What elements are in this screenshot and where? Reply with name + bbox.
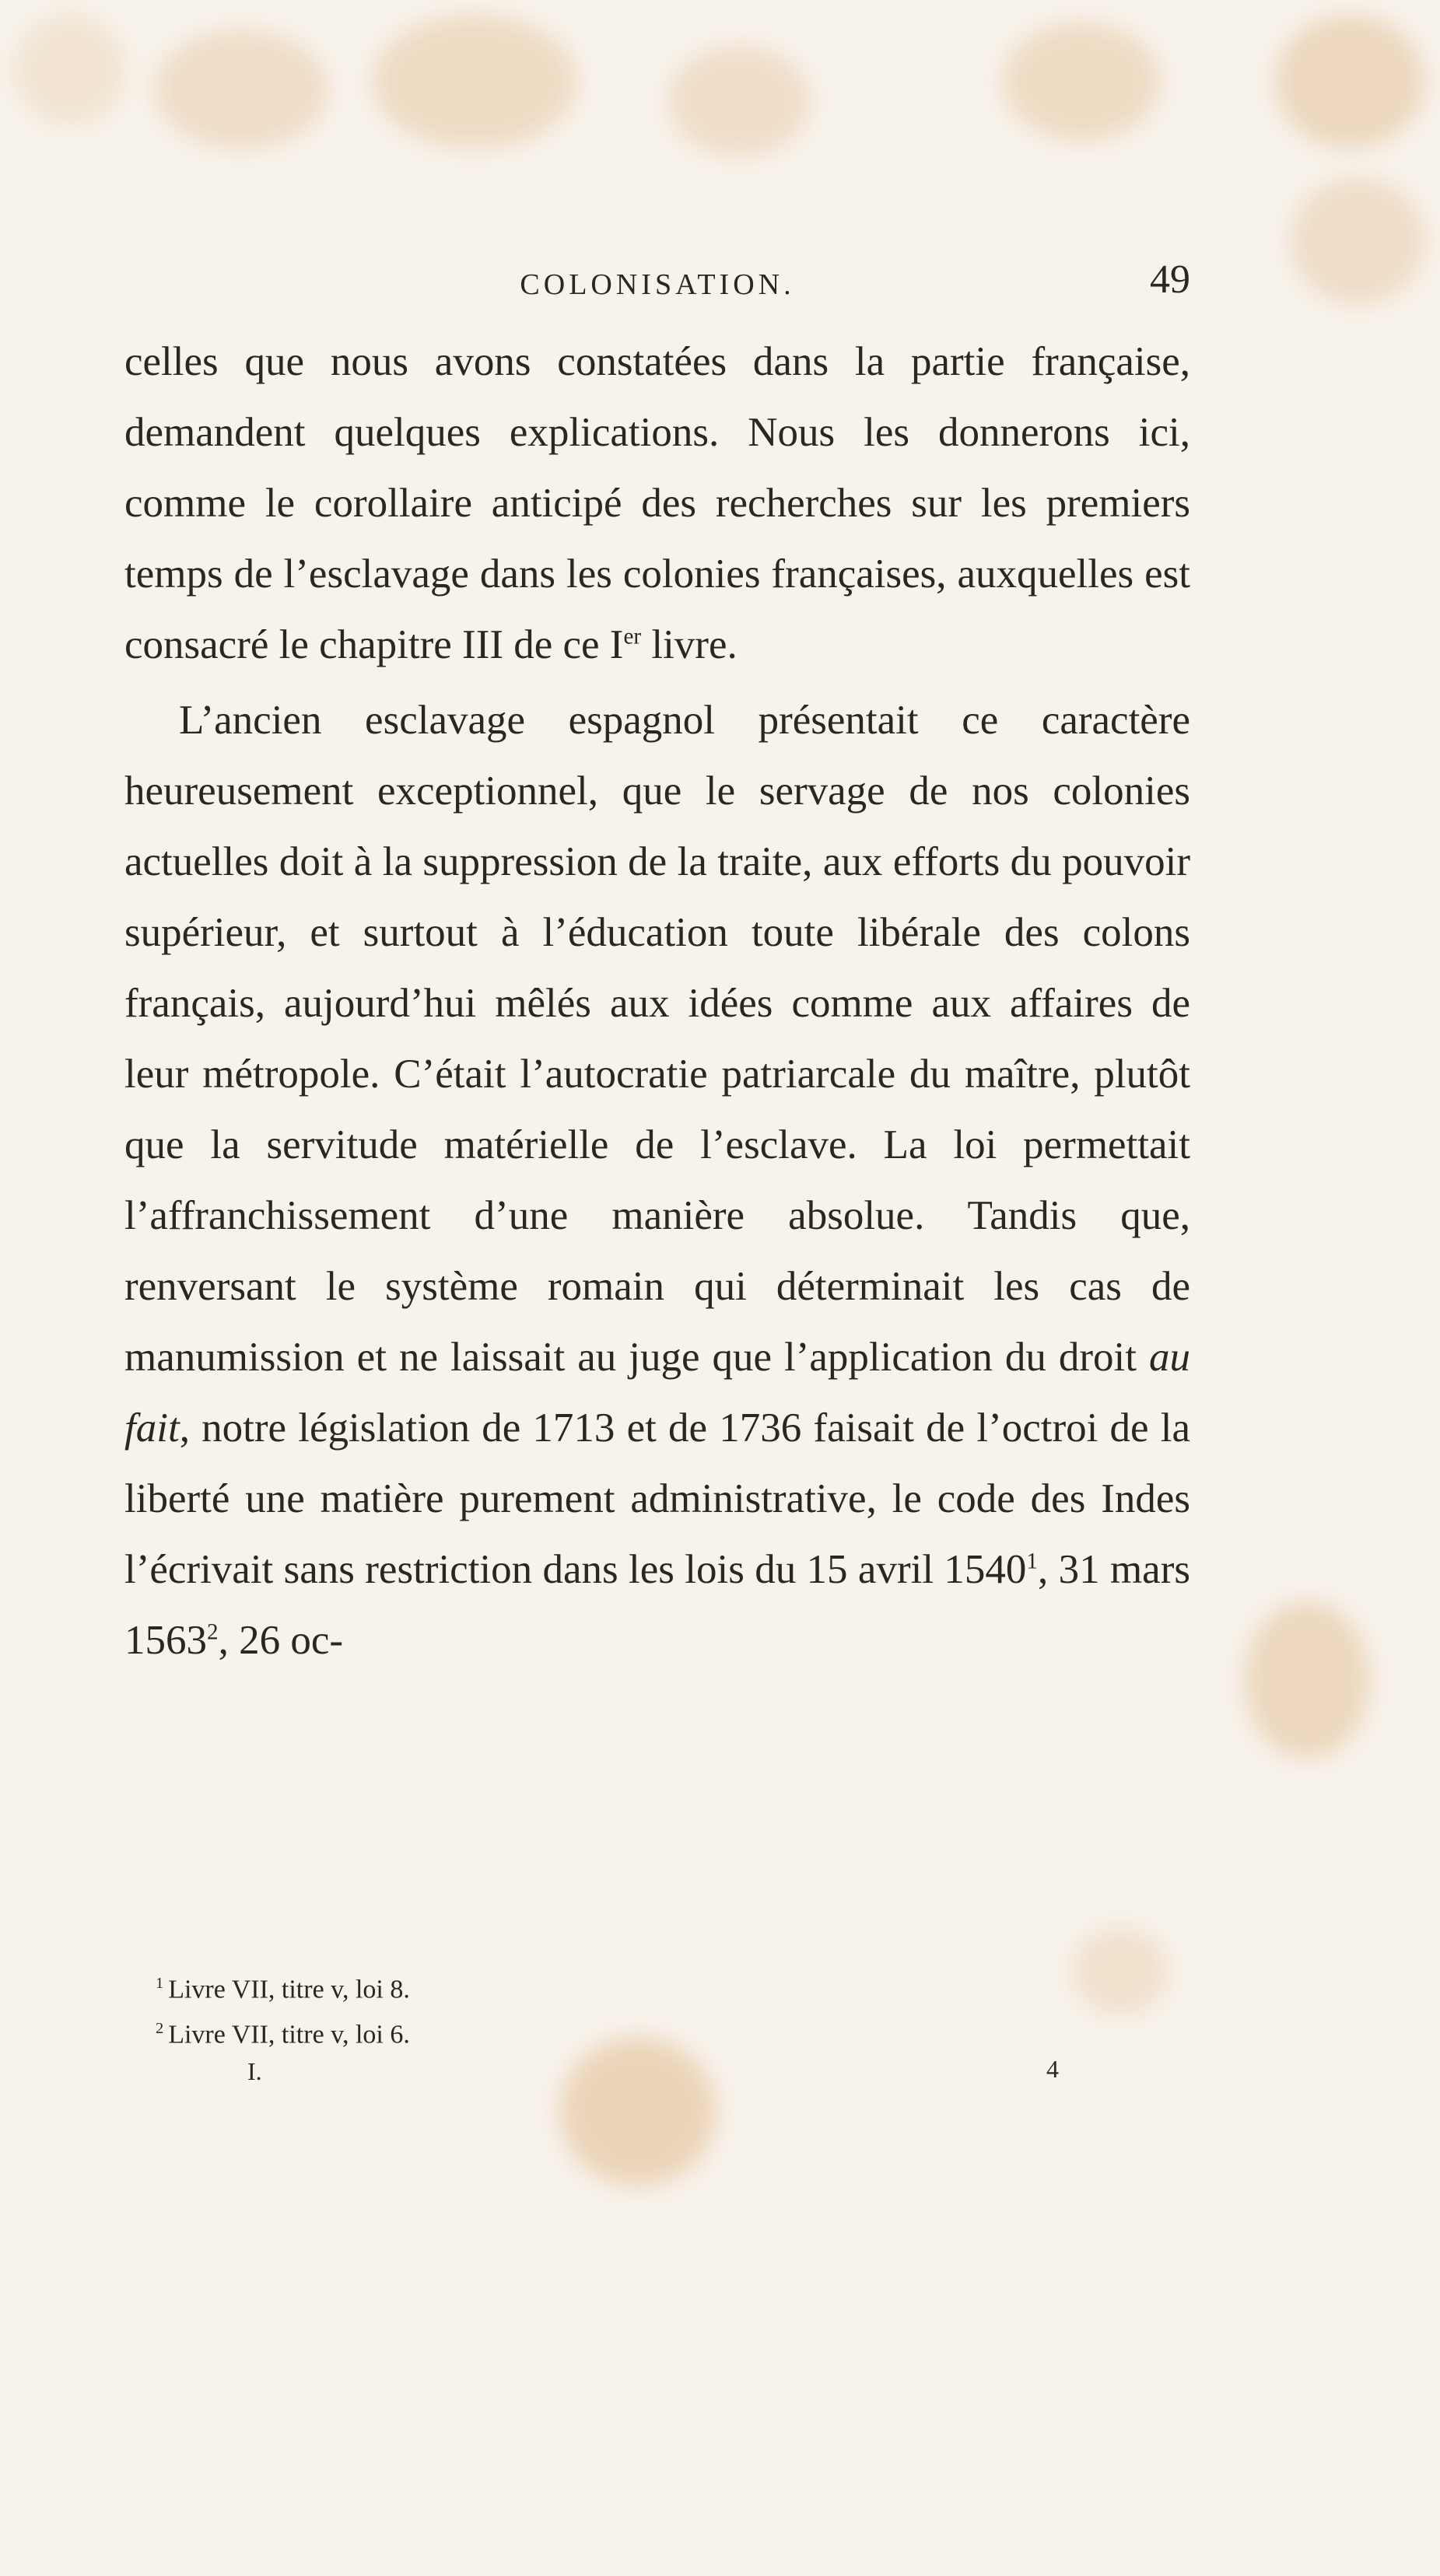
paragraph — [124, 685, 1190, 1676]
paper-stain — [373, 16, 576, 148]
footnote — [156, 1964, 1089, 2009]
paper-stain — [1004, 23, 1159, 140]
paper-stain — [560, 2038, 716, 2186]
footnote-text: Livre VII, titre v, loi 8. — [168, 1975, 410, 2004]
paragraph-text: celles que nous avons constatées dans la partie française, demandent quelques explications. Nous les donnerons ici, comme le corollaire anticipé des recherches sur les premiers temps de l’esclavage dans les colonies françaises, auxquelles est consacré le chapitre III de ce I — [124, 339, 1190, 667]
footnote-mark: 1 — [156, 1975, 164, 1992]
running-head — [124, 257, 1190, 311]
paper-stain — [1276, 16, 1424, 148]
italic-phrase: au fait — [124, 1335, 1190, 1451]
signature-mark: I. — [247, 2057, 262, 2085]
paper-stain — [1291, 179, 1424, 303]
paragraph-text: livre. — [641, 622, 738, 667]
signature-number: 4 — [1046, 2055, 1059, 2083]
paragraph-text: , notre législation de 1713 et de 1736 faisait de l’octroi de la liberté une matière purement administrative, le code des Indes l’écrivait sans restriction dans les lois du 15 avril 1540 — [124, 1405, 1190, 1592]
paper-stain — [16, 16, 124, 124]
paper-stain — [1245, 1602, 1369, 1758]
paragraph-text: , 26 oc- — [218, 1618, 344, 1663]
footnotes — [156, 1964, 1089, 2055]
footnote-ref: 1 — [1026, 1549, 1038, 1574]
paper-stain — [156, 31, 327, 148]
running-title: COLONISATION. — [520, 268, 795, 301]
paragraph-text: , 31 mars 1563 — [124, 1547, 1190, 1663]
paragraph — [124, 327, 1190, 681]
footnote-mark: 2 — [156, 2020, 164, 2038]
page-number: 49 — [1150, 257, 1190, 302]
body-text — [124, 327, 1190, 1676]
paper-stain — [669, 47, 809, 156]
footnote-text: Livre VII, titre v, loi 6. — [168, 2020, 410, 2049]
footnote — [156, 2009, 1089, 2054]
superscript: er — [623, 624, 642, 649]
paragraph-text: L’ancien esclavage espagnol présentait ce caractère heureusement exceptionnel, que le servage de nos colonies actuelles doit à la suppression de la traite, aux efforts du pouvoir supérieur, et surtout à l’éducation toute libérale des colons français, aujourd’hui mêlés aux idées comme aux affaires de leur métropole. C’était l’autocratie patriarcale du maître, plutôt que la servitude matérielle de l’esclave. La loi permettait l’affranchissement d’une manière absolue. Tandis que, renversant le système romain qui déterminait les cas de manumission et ne laissait au juge que l’application du droit — [124, 698, 1190, 1380]
footnote-ref: 2 — [207, 1619, 219, 1645]
